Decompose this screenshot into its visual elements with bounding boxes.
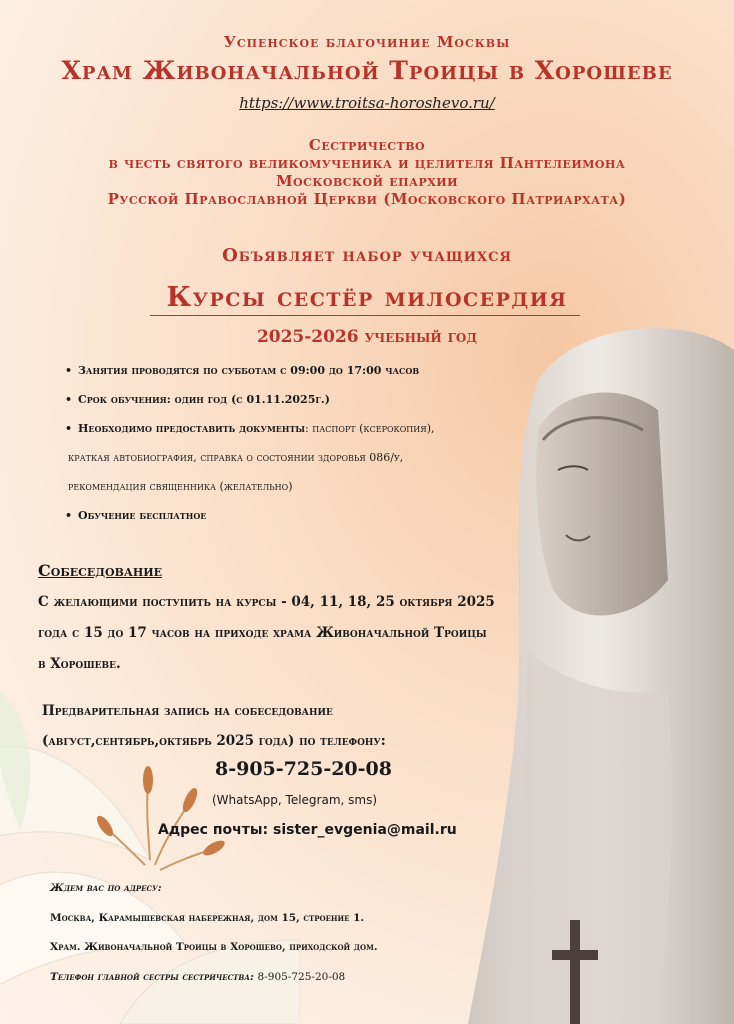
- address-line-1: Москва, Карамышевская набережная, дом 15, строение 1.: [50, 912, 365, 924]
- sisterhood-line-1: Сестричество: [308, 136, 426, 154]
- sisterhood-line-2: в честь святого великомученика и целителя Пантелеимона: [108, 154, 626, 172]
- interview-text: [38, 587, 558, 680]
- documents-line-2: краткая автобиография, справка о состоянии здоровья 086/у,: [68, 451, 404, 464]
- list-item: [60, 356, 530, 385]
- address-phone[interactable]: 8-905-725-20-08: [257, 971, 346, 983]
- address-line-2: Храм. Живоначальной Троицы в Хорошево, приходской дом.: [50, 941, 378, 953]
- academic-year: 2025-2026 учебный год: [256, 327, 478, 347]
- interview-line-2: года с 15 до 17 часов на приходе храма Живоначальной Троицы: [38, 625, 487, 641]
- documents-text: : паспорт (ксерокопия),: [305, 422, 435, 435]
- course-title-underline: [150, 315, 580, 316]
- interview-line-3: в Хорошеве.: [38, 656, 121, 672]
- address-title: Ждем вас по адресу:: [50, 882, 162, 894]
- registration-phone[interactable]: 8-905-725-20-08: [215, 758, 392, 780]
- documents-label: Необходимо предоставить документы: [78, 422, 306, 435]
- documents-line-3: рекомендация священника (желательно): [68, 480, 293, 493]
- email-link[interactable]: sister_evgenia@mail.ru: [272, 822, 457, 838]
- website-link[interactable]: [0, 94, 734, 112]
- list-item: [60, 501, 530, 530]
- course-title: Курсы сестёр милосердия: [166, 282, 568, 313]
- website-url[interactable]: https://www.troitsa-horoshevo.ru/: [239, 94, 495, 112]
- list-item: [60, 414, 530, 443]
- schedule-text: Занятия проводятся по субботам с 09:00 до 17:00 часов: [78, 364, 420, 377]
- interview-line-1: С желающими поступить на курсы - 04, 11, 18, 25 октября 2025: [38, 594, 495, 610]
- messengers-text: (WhatsApp, Telegram, sms): [212, 793, 378, 807]
- sisterhood-block: [0, 136, 734, 208]
- registration-line-2: (август,сентябрь,октябрь 2025 года) по телефону:: [42, 733, 386, 749]
- registration-line-1: Предварительная запись на собеседование: [42, 703, 333, 719]
- sisterhood-line-3: Московской епархии: [275, 172, 459, 190]
- announcement: Объявляет набор учащихся: [222, 245, 512, 266]
- email-line: [158, 822, 457, 838]
- info-list: [60, 356, 530, 530]
- sisterhood-line-4: Русской Православной Церкви (Московского Патриархата): [107, 190, 627, 208]
- church-title: Храм Живоначальной Троицы в Хорошеве: [61, 56, 673, 85]
- email-label: Адрес почты:: [158, 822, 269, 838]
- address-phone-label: Телефон главной сестры сестричества:: [50, 971, 254, 983]
- free-text: Обучение бесплатное: [78, 509, 207, 522]
- list-item: [60, 385, 530, 414]
- deanery-title: Успенское благочиние Москвы: [223, 33, 511, 51]
- address-phone-line: [50, 971, 345, 983]
- duration-text: Срок обучения: один год (с 01.11.2025г.): [78, 393, 330, 406]
- interview-title: Собеседование: [38, 561, 163, 580]
